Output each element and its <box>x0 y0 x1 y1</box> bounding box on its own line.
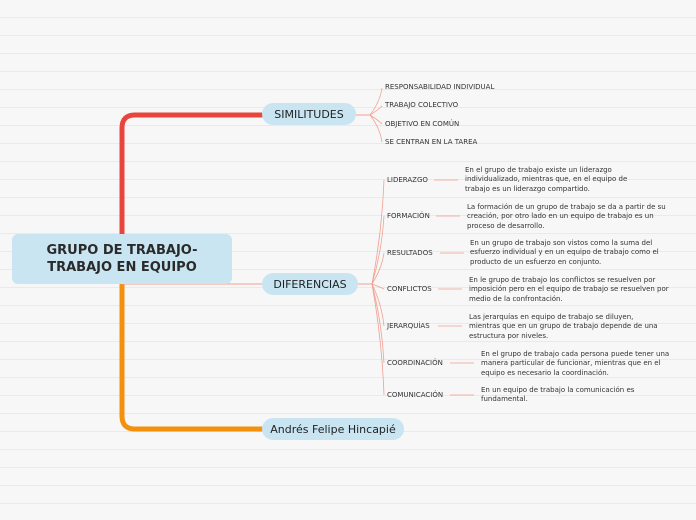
branch-similitudes-label: SIMILITUDES <box>274 107 344 121</box>
diferencia-conflictos-text: En le grupo de trabajo los conflictos se resuelven por imposición pero en el equipo de trabajo se resuelven por medio de la confrontación. <box>469 276 669 303</box>
diferencia-resultados-text: En un grupo de trabajo son vistos como la suma del esfuerzo individual y en un equipo de trabajo como el producto de un esfuerzo en conjunto. <box>470 239 659 266</box>
diferencia-formacion[interactable]: FORMACIÓN <box>387 212 430 220</box>
similitud-item[interactable]: SE CENTRAN EN LA TAREA <box>385 138 478 146</box>
branch-similitudes[interactable] <box>262 103 356 125</box>
similitud-item[interactable]: OBJETIVO EN COMÚN <box>385 120 460 128</box>
branch-diferencias[interactable] <box>262 273 358 295</box>
similitud-item[interactable]: TRABAJO COLECTIVO <box>385 101 459 109</box>
central-topic-title: GRUPO DE TRABAJO- TRABAJO EN EQUIPO <box>46 243 198 275</box>
diferencia-comunicacion-text: En un equipo de trabajo la comunicación es fundamental. <box>481 386 635 404</box>
diferencia-coordinacion[interactable]: COORDINACIÓN <box>387 359 443 367</box>
diferencia-formacion-text: La formación de un grupo de trabajo se da a partir de su creación, por otro lado en un equipo de trabajo es un proceso de desarrollo. <box>467 203 666 230</box>
branch-diferencias-label: DIFERENCIAS <box>273 277 347 291</box>
diferencia-jerarquias[interactable]: JERARQUÍAS <box>387 322 430 330</box>
diferencia-conflictos[interactable]: CONFLICTOS <box>387 285 432 293</box>
diferencia-comunicacion[interactable]: COMUNICACIÓN <box>387 391 444 399</box>
diferencia-coordinacion-text: En el grupo de trabajo cada persona puede tener una manera particular de funcionar, mientras que en el equipo es necesario la coordinación. <box>481 350 670 377</box>
branch-autor-label: Andrés Felipe Hincapié <box>270 422 396 436</box>
branch-autor[interactable] <box>262 418 404 440</box>
central-topic[interactable] <box>12 234 232 284</box>
diferencia-liderazgo-text: En el grupo de trabajo existe un liderazgo individualizado, mientras que, en el equipo de trabajo es un liderazgo compartido. <box>465 166 628 193</box>
diferencia-jerarquias-text: Las jerarquías en equipo de trabajo se diluyen, mientras que en un grupo de trabajo depende de una estructura por niveles. <box>469 313 658 340</box>
diferencia-resultados[interactable]: RESULTADOS <box>387 249 433 257</box>
similitud-item[interactable]: RESPONSABILIDAD INDIVIDUAL <box>385 83 495 91</box>
diferencia-liderazgo[interactable]: LIDERAZGO <box>387 176 428 184</box>
